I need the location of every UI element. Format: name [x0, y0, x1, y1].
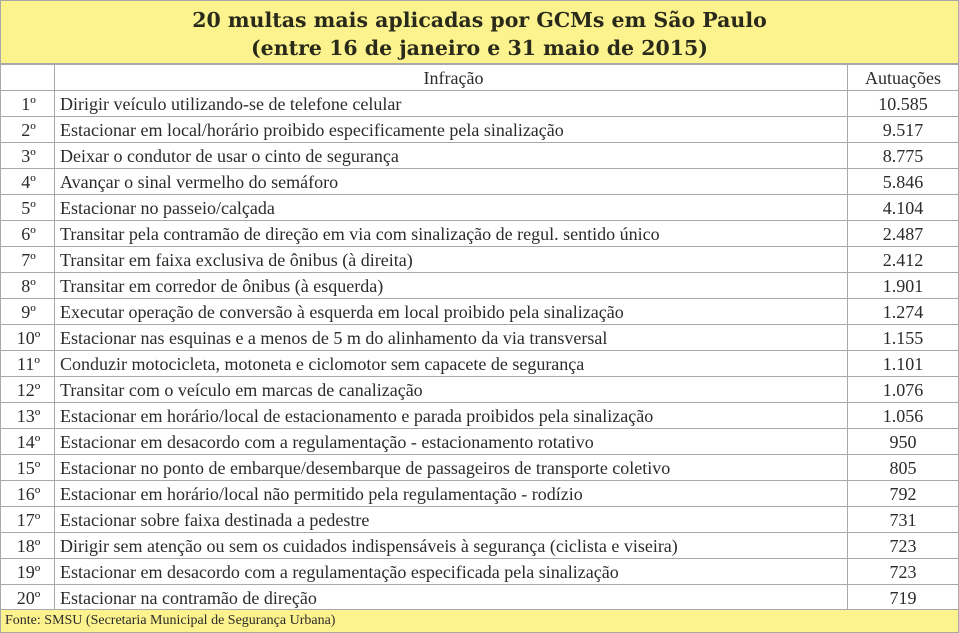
count-cell: 9.517 — [848, 117, 959, 143]
infraction-cell: Conduzir motocicleta, motoneta e ciclomotor sem capacete de segurança — [55, 351, 848, 377]
table-row — [1, 195, 958, 221]
infraction-cell: Transitar pela contramão de direção em via com sinalização de regul. sentido único — [55, 221, 848, 247]
rank-cell: 18º — [1, 533, 55, 559]
rank-cell: 1º — [1, 91, 55, 117]
table-row — [1, 533, 958, 559]
rank-cell: 10º — [1, 325, 55, 351]
count-cell: 1.901 — [848, 273, 959, 299]
table-row — [1, 455, 958, 481]
table-row — [1, 351, 958, 377]
table-row — [1, 273, 958, 299]
rank-cell: 14º — [1, 429, 55, 455]
rank-cell: 3º — [1, 143, 55, 169]
table-row — [1, 585, 958, 611]
infraction-cell: Avançar o sinal vermelho do semáforo — [55, 169, 848, 195]
infraction-cell: Executar operação de conversão à esquerda em local proibido pela sinalização — [55, 299, 848, 325]
rank-cell: 15º — [1, 455, 55, 481]
rank-cell: 5º — [1, 195, 55, 221]
count-cell: 4.104 — [848, 195, 959, 221]
count-cell: 1.076 — [848, 377, 959, 403]
table-title — [1, 1, 958, 64]
count-cell: 723 — [848, 533, 959, 559]
infraction-cell: Estacionar em local/horário proibido especificamente pela sinalização — [55, 117, 848, 143]
count-cell: 5.846 — [848, 169, 959, 195]
rank-cell: 8º — [1, 273, 55, 299]
infraction-cell: Estacionar em desacordo com a regulamentação especificada pela sinalização — [55, 559, 848, 585]
count-cell: 2.412 — [848, 247, 959, 273]
header-count: Autuações — [848, 65, 959, 91]
count-cell: 10.585 — [848, 91, 959, 117]
table-row — [1, 117, 958, 143]
count-cell: 805 — [848, 455, 959, 481]
rank-cell: 9º — [1, 299, 55, 325]
title-line-1: 20 multas mais aplicadas por GCMs em São Paulo — [192, 8, 767, 32]
rank-cell: 6º — [1, 221, 55, 247]
table-row — [1, 247, 958, 273]
header-infraction: Infração — [55, 65, 848, 91]
table-row — [1, 143, 958, 169]
table-row — [1, 299, 958, 325]
rank-cell: 13º — [1, 403, 55, 429]
infraction-cell: Estacionar sobre faixa destinada a pedestre — [55, 507, 848, 533]
count-cell: 723 — [848, 559, 959, 585]
infraction-cell: Dirigir veículo utilizando-se de telefone celular — [55, 91, 848, 117]
table-row — [1, 429, 958, 455]
rank-cell: 17º — [1, 507, 55, 533]
table-row — [1, 403, 958, 429]
infraction-cell: Transitar em faixa exclusiva de ônibus (à direita) — [55, 247, 848, 273]
table-row — [1, 221, 958, 247]
table-row — [1, 377, 958, 403]
rank-cell: 7º — [1, 247, 55, 273]
infraction-cell: Dirigir sem atenção ou sem os cuidados indispensáveis à segurança (ciclista e viseira) — [55, 533, 848, 559]
table-row — [1, 507, 958, 533]
rank-cell: 2º — [1, 117, 55, 143]
count-cell: 8.775 — [848, 143, 959, 169]
rank-cell: 12º — [1, 377, 55, 403]
title-line-2: (entre 16 de janeiro e 31 maio de 2015) — [250, 36, 708, 60]
infraction-cell: Estacionar no passeio/calçada — [55, 195, 848, 221]
rank-cell: 4º — [1, 169, 55, 195]
infraction-cell: Estacionar no ponto de embarque/desembarque de passageiros de transporte coletivo — [55, 455, 848, 481]
count-cell: 1.274 — [848, 299, 959, 325]
infraction-cell: Transitar em corredor de ônibus (à esquerda) — [55, 273, 848, 299]
count-cell: 950 — [848, 429, 959, 455]
table-row — [1, 169, 958, 195]
count-cell: 719 — [848, 585, 959, 611]
count-cell: 731 — [848, 507, 959, 533]
infraction-cell: Estacionar na contramão de direção — [55, 585, 848, 611]
rank-cell: 11º — [1, 351, 55, 377]
rank-cell: 16º — [1, 481, 55, 507]
source-footer: Fonte: SMSU (Secretaria Municipal de Segurança Urbana) — [1, 609, 958, 632]
table-row — [1, 481, 958, 507]
infraction-cell: Deixar o condutor de usar o cinto de segurança — [55, 143, 848, 169]
table-row — [1, 91, 958, 117]
infraction-cell: Estacionar em horário/local de estacionamento e parada proibidos pela sinalização — [55, 403, 848, 429]
infraction-cell: Estacionar nas esquinas e a menos de 5 m do alinhamento da via transversal — [55, 325, 848, 351]
table-row — [1, 559, 958, 585]
rank-cell: 19º — [1, 559, 55, 585]
count-cell: 1.155 — [848, 325, 959, 351]
infraction-cell: Estacionar em desacordo com a regulamentação - estacionamento rotativo — [55, 429, 848, 455]
infraction-cell: Transitar com o veículo em marcas de canalização — [55, 377, 848, 403]
infraction-cell: Estacionar em horário/local não permitido pela regulamentação - rodízio — [55, 481, 848, 507]
count-cell: 792 — [848, 481, 959, 507]
table-body — [1, 91, 958, 611]
rank-cell: 20º — [1, 585, 55, 611]
count-cell: 2.487 — [848, 221, 959, 247]
table-header-row — [1, 65, 958, 91]
infractions-table — [1, 64, 958, 611]
table-row — [1, 325, 958, 351]
count-cell: 1.056 — [848, 403, 959, 429]
count-cell: 1.101 — [848, 351, 959, 377]
header-rank — [1, 65, 55, 91]
